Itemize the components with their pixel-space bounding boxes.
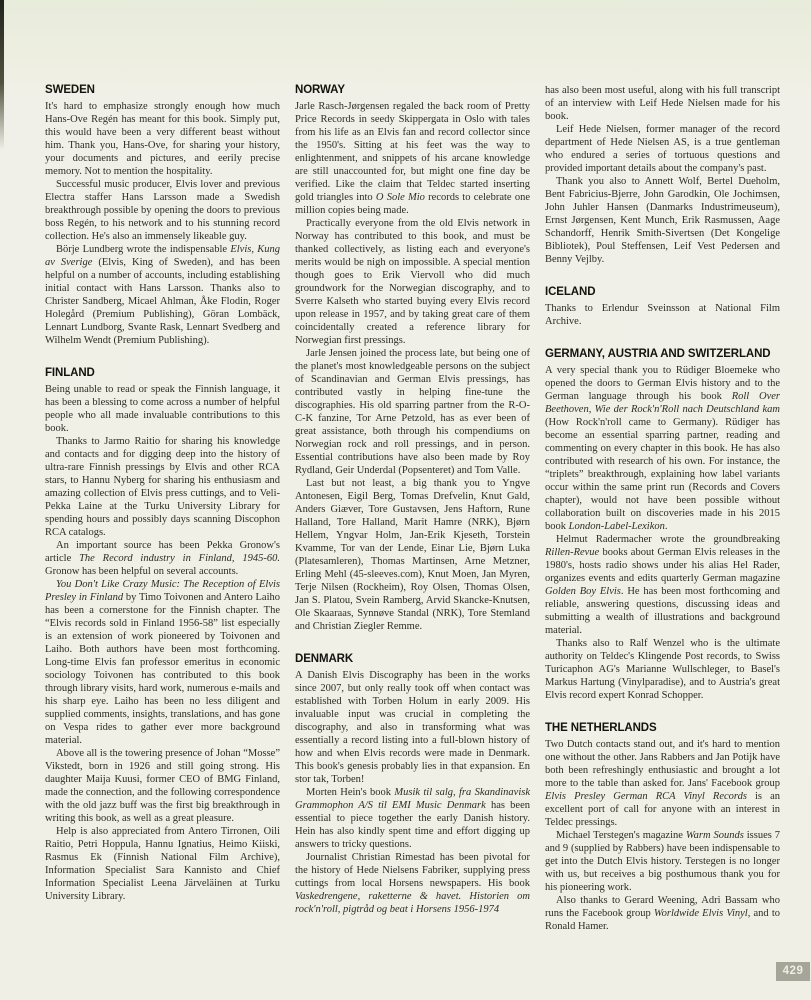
section-header: SWEDEN — [45, 84, 95, 96]
paragraph — [545, 738, 780, 829]
section-header: THE NETHERLANDS — [545, 722, 657, 734]
italic-run: Rillen-Revue — [545, 547, 600, 558]
text-run: Practically everyone from the old Elvis network in Norway has contributed to this book, and must be thanked collectively, as listing each and everyone's merits would be nigh on impossible. A special mention though goes to Erik Viervoll who did much groundwork for the Norwegian discography, and to Sverre Kalseth who started buying every Elvis record upon release in 1957, and by taking great care of them coincidentally created a reference library for Norwegian first pressings. — [295, 218, 530, 346]
italic-run: The Record industry in Finland, 1945-60. — [79, 553, 281, 564]
text-run: Gronow has been helpful on several accounts. — [45, 566, 239, 577]
text-run: . — [664, 521, 668, 532]
paragraph — [545, 829, 780, 894]
paragraph — [545, 84, 780, 123]
text-run: Michael Terstegen's magazine — [556, 830, 686, 841]
italic-run: Elvis, Kung av Sverige — [45, 244, 280, 268]
text-run: Helmut Radermacher wrote the groundbreaking — [556, 534, 780, 545]
text-run: Above all is the towering presence of Johan “Mosse” Vikstedt, born in 1926 and still going strong. His daughter Maija Kuusi, former CEO of BMG Finland, made the connection, and the following correspondence with the old jazz buff was the first big breakthrough in writing this book, as well as a great pleasure. — [45, 748, 280, 824]
text-run: An important source has been Pekka Gronow's article — [45, 540, 280, 564]
text-run: Journalist Christian Rimestad has been pivotal for the history of Hede Nielsens Fabriker, supplying press cuttings from local Horsens newspapers. His book — [295, 852, 530, 889]
text-run: records to celebrate one million copies being made. — [295, 192, 530, 216]
text-run: books about German Elvis releases in the 1980's, hosts radio shows under his alias Hel Rader, organizes events and edits quarterly German magazine — [545, 547, 780, 584]
paragraph — [545, 364, 780, 533]
paragraph — [45, 435, 280, 539]
italic-run: Golden Boy Elvis — [545, 586, 621, 597]
text-run: Help is also appreciated from Antero Tirronen, Oili Raitio, Petri Hoppula, Hannu Ignatius, Heimo Kiiski, Rasmus Ek (Finnish National Film Archive), Information Specialist Sara Kannisto and Chief Information Specialist Leena Järveläinen at Turku University Library. — [45, 826, 280, 902]
paragraph — [545, 123, 780, 175]
text-run: Jarle Rasch-Jørgensen regaled the back room of Pretty Price Records in seedy Skippergata in Oslo with tales from his life as an Elvis fan and record collector since the 1950's. Sitting at his feet was the way to enlightenment, and snippets of his arcane knowledge are still unaccounted for, but might one fine day be verified. Like the claim that Teldec started inserting gold triangles into — [295, 101, 530, 203]
section-header: FINLAND — [45, 367, 95, 379]
text-run: Thanks to Jarmo Raitio for sharing his knowledge and contacts and for digging deep into the history of ultra-rare Finnish pressings by Elvis and other RCA stars, to Hannu Nyberg for sharing his enthusiasm and amazing collection of Elvis press cuttings, and to Veli-Pekka Laine at the Turku University Library for spending hours and possibly days scanning Discophon RCA catalogs. — [45, 436, 280, 538]
text-run: Jarle Jensen joined the process late, but being one of the planet's most knowledgeable persons on the subject of Scandinavian and German Elvis pressings, has contributed vastly in helping fine-tune the discographies. His old sparring partner from the R-O-C-K fanzine, Tor Arne Petzold, has as ever been of great assistance, both through his compendiums on Norwegian rock and roll pressings, and in person. Essential contributions have also been made by Roy Rydland, Geir Underdal (Popsenteret) and Tom Valle. — [295, 348, 530, 476]
italic-run: Musik til salg, fra Skandinavisk Grammophon A/S til EMI Music Denmark — [295, 787, 530, 811]
italic-run: Warm Sounds — [685, 830, 744, 841]
column-right — [545, 84, 780, 933]
paragraph — [45, 539, 280, 578]
column-middle — [295, 84, 530, 933]
country-section — [295, 653, 530, 916]
paragraph — [45, 383, 280, 435]
text-run: Two Dutch contacts stand out, and it's hard to mention one without the other. Jans Rabbers and Jan Potijk have both been refreshingly enthusiastic and brought a lot more to the table than asked for. Jans' Facebook group — [545, 739, 780, 789]
section-header: NORWAY — [295, 84, 345, 96]
country-section — [545, 348, 780, 702]
text-run: Last but not least, a big thank you to Yngve Antonesen, Eigil Berg, Tomas Drefvelin, Knut Gald, Anders Giæver, Tore Gustavsen, Jens Haftorn, Rune Halland, Tore Halland, Marit Hamre (NRK), Bjørn Hellem, Yngvar Holm, Jan-Erik Kjeseth, Torstein Kvamme, Tor van der Lende, Einar Lie, Bjørn Luka (Platesamleren), Thomas Martinsen, Arne Metzner, Erling Mehl (45-sleeves.com), Knut Moen, Jan Myren, Terje Nilsen (Rockheim), Roy Olsen, Thomas Olsen, Jan S. Platou, Svein Ramberg, Arvid Skancke-Knutsen, Ole Skaaraas, Synnøve Standal (NRK), Tore Stemland and Christian Ziegler Remme. — [295, 478, 530, 632]
paragraph — [45, 578, 280, 747]
section-header: GERMANY, AUSTRIA AND SWITZERLAND — [545, 348, 771, 360]
text-run: It's hard to emphasize strongly enough how much Hans-Ove Regén has meant for this book. Simply put, this would have been a very different beast without him. Thank you, Hans-Ove, for sharing your history, your documents and pictures, and eerily precise memory. Not to mention the hospitality. — [45, 101, 280, 177]
paragraph — [295, 786, 530, 851]
text-run: is an excellent port of call for anyone with an interest in Teldec pressings. — [545, 791, 780, 828]
paragraph — [45, 100, 280, 178]
paragraph — [45, 825, 280, 903]
paragraph — [545, 894, 780, 933]
country-section — [45, 84, 280, 347]
italic-run: London-Label-Lexikon — [568, 521, 665, 532]
text-run: Being unable to read or speak the Finnish language, it has been a blessing to come across a number of helpful people who all made invaluable contributions to this book. — [45, 384, 280, 434]
text-run: Also thanks to Gerard Weening, Adri Bassam who runs the Facebook group — [545, 895, 780, 919]
paragraph — [295, 851, 530, 916]
text-run: (Elvis, King of Sweden), and has been helpful on a number of accounts, including establishing initial contact with Hans Larsson. Thanks also to Christer Sandberg, Micael Ahlman, Åke Flodin, Roger Holegård (Premium Publishing), Göran Lombäck, Lennart Lundborg, Svante Rask, Lennart Svedberg and Wilhelm Wendt (Premium Publishing). — [45, 257, 280, 346]
acknowledgments-columns — [45, 84, 780, 933]
text-run: issues 7 and 9 (supplied by Rabbers) have been indispensable to get into the Dutch Elvis history. Terstegen is no longer with us, but receives a big posthumous thank you for his pioneering work. — [545, 830, 780, 893]
text-run: Börje Lundberg wrote the indispensable — [56, 244, 231, 255]
section-header: ICELAND — [545, 286, 596, 298]
paragraph — [45, 178, 280, 243]
page-number-badge: 429 — [776, 962, 810, 981]
italic-run: Vaskedrengene, raketterne & havet. Historien om rock'n'roll, pigtråd og beat i Horsens 1956-1974 — [295, 891, 530, 915]
text-run: Leif Hede Nielsen, former manager of the record department of Hede Nielsen AS, is a true gentleman who endured a series of tortuous questions and provided important details about the company's past. — [545, 124, 780, 174]
paragraph — [545, 175, 780, 266]
text-run: (How Rock'n'roll came to Germany). Rüdiger has become an essential sparring partner, reading and commenting on every chapter in this book. He has also contributed with research of his own. For instance, the “triplets” breakthrough, explaining how label variants occur within the same print run (Records and Covers chapter), would not have been possible without collaboration built on discoveries made in his 2015 book — [545, 417, 780, 532]
paragraph — [545, 533, 780, 637]
country-section — [295, 84, 530, 633]
text-run: Thanks to Erlendur Sveinsson at National Film Archive. — [545, 303, 780, 327]
column-left — [45, 84, 280, 933]
text-run: Morten Hein's book — [306, 787, 395, 798]
paragraph — [295, 477, 530, 633]
text-run: , and to Ronald Hamer. — [545, 908, 780, 932]
italic-run: O Sole Mio — [375, 192, 425, 203]
paragraph — [295, 217, 530, 347]
paragraph — [295, 347, 530, 477]
text-run: Successful music producer, Elvis lover and previous Electra staffer Hans Larsson made a Swedish breakthrough possible by opening the doors to previous boss Regén, to his network and to his stunning record collection. He's also an immensely likeable guy. — [45, 179, 280, 242]
text-run: has also been most useful, along with his full transcript of an interview with Leif Hede Nielsen made for his book. — [545, 85, 780, 122]
text-run: . He has been most forthcoming and reliable, answering questions, discussing ideas and submitting a wealth of illustrations and background material. — [545, 586, 781, 636]
text-run: Thank you also to Annett Wolf, Bertel Dueholm, Bent Fabricius-Bjerre, John Garodkin, Ole Jochimsen, John Juhler Hansen (Danmarks Industrimeuseum), Ernst Jørgensen, Kent Munch, Erik Rasmussen, Aage Schandorff, Henrik Smith-Sivertsen (Det Kongelige Bibliotek), Poul Steffensen, Leif Vest Pedersen and Benny Vejlby. — [545, 176, 780, 265]
paragraph — [545, 637, 780, 702]
italic-run: Roll Over Beethoven, Wie der Rock'n'Roll nach Deutschland kam — [545, 391, 780, 415]
country-section — [45, 367, 280, 903]
country-section — [545, 722, 780, 933]
paragraph — [295, 100, 530, 217]
country-section — [545, 286, 780, 328]
country-section — [545, 84, 780, 266]
italic-run: Elvis Presley German RCA Vinyl Records — [545, 791, 747, 802]
text-run: has been essential to piece together the early Danish history. Hein has also kindly spent time and effort digging up answers to tricky questions. — [295, 800, 530, 850]
text-run: A very special thank you to Rüdiger Bloemeke who opened the doors to German Elvis history and to the German language through his book — [545, 365, 780, 402]
paragraph — [295, 669, 530, 786]
text-run: Thanks also to Ralf Wenzel who is the ultimate authority on Teldec's Klingende Post records, to Swiss Turicaphon AG's Marianne Wullschleger, to Basel's Markus Hartung (Vinylparadise), and to Austria's great Elvis record expert Konrad Schopper. — [545, 638, 780, 701]
section-header: DENMARK — [295, 653, 354, 665]
italic-run: Worldwide Elvis Vinyl — [653, 908, 748, 919]
paragraph — [45, 243, 280, 347]
italic-run: You Don't Like Crazy Music: The Reception of Elvis Presley in Finland — [45, 579, 280, 603]
text-run: A Danish Elvis Discography has been in the works since 2007, but only really took off when contact was established with Torben Holum in early 2009. His invaluable input was crucial in completing the discography, and also in transforming what was essentially a record listing into a full-blown history of how and when Elvis records were made in Denmark. This book's genesis probably lies in that expansion. En stor tak, Torben! — [295, 670, 530, 785]
paragraph — [545, 302, 780, 328]
scan-edge-artifact — [0, 0, 4, 150]
paragraph — [45, 747, 280, 825]
text-run: by Timo Toivonen and Antero Laiho has been a cornerstone for the Finnish chapter. The “Elvis records sold in Finland 1956-58” list especially is an extension of work pioneered by Toivonen and Laiho. Both authors have been most forthcoming. Long-time Elvis fan professor emeritus in economic sociology Toivonen has contributed to this book through library visits, hard work, numerous e-mails and his sharp eye. Laiho has been no less diligent and supplied comments, insights, translations, and has gone on Vespa rides to gather ever more background material. — [45, 592, 280, 746]
